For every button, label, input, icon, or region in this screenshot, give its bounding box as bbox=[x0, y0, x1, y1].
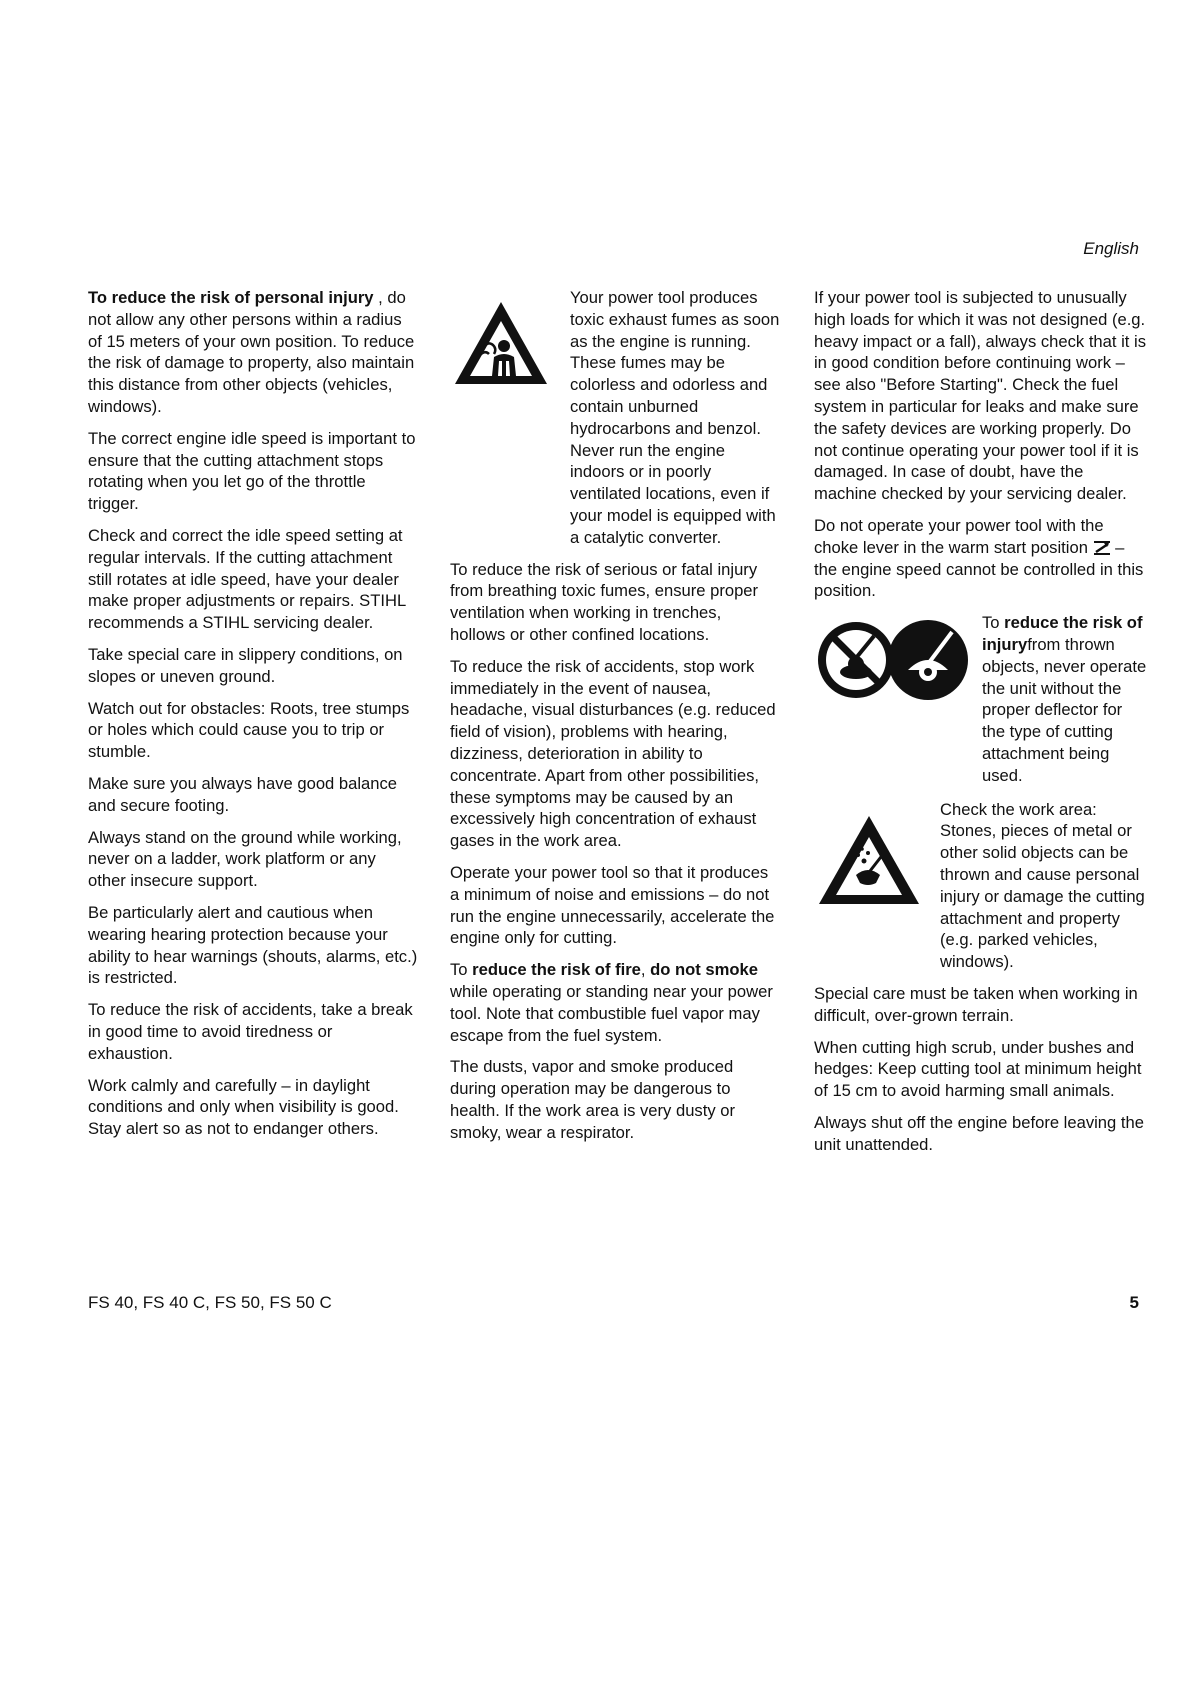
language-label: English bbox=[1083, 239, 1139, 258]
column-left bbox=[88, 287, 418, 1150]
paragraph-break: To reduce the risk of accidents, take a break in good time to avoid tiredness or exhaustion. bbox=[88, 1000, 413, 1063]
column-middle bbox=[450, 287, 780, 1153]
page-number: 5 bbox=[1129, 1293, 1139, 1312]
thrown-objects-warning-icon bbox=[816, 813, 922, 907]
toxic-fumes-warning-icon bbox=[452, 299, 550, 387]
paragraph-terrain: Special care must be taken when working in difficult, over-grown terrain. bbox=[814, 983, 1138, 1025]
paragraph-shut-off: Always shut off the engine before leaving the unit unattended. bbox=[814, 1112, 1144, 1154]
paragraph-high-loads: If your power tool is subjected to unusually high loads for which it was not designed (e.g. heavy impact or a fall), always check that it is in good condition before continuing work – see also "Before Starting". Check the fuel system in particular for leaks and make sure the safety devices are working properly. Do not continue operating your power tool if it is damaged. In case of doubt, have the machine checked by your servicing dealer. bbox=[814, 288, 1147, 504]
paragraph-symptoms: To reduce the risk of accidents, stop work immediately in the event of nausea, headache, visual disturbances (e.g. reduced field of vision), problems with hearing, dizziness, deterioration in ability to concentrate. Apart from other possibilities, these symptoms may be caused by an excessively high concentration of exhaust gases in the work area. bbox=[450, 656, 776, 851]
deflector-warning-block bbox=[814, 612, 1149, 786]
paragraph-stand-ground: Always stand on the ground while working, never on a ladder, work platform or any other insecure support. bbox=[88, 827, 402, 891]
paragraph-high-scrub: When cutting high scrub, under bushes and hedges: Keep cutting tool at minimum height of 15 cm to avoid harming small animals. bbox=[814, 1037, 1142, 1101]
paragraph-noise: Operate your power tool so that it produces a minimum of noise and emissions – do not run the engine unnecessarily, accelerate the engine only for cutting. bbox=[450, 862, 775, 948]
paragraph-personal-injury: To reduce the risk of personal injury , do not allow any other persons within a radius of 15 meters of your own position. To reduce the risk of damage to property, also maintain this distance from other objects (vehicles, windows). bbox=[88, 288, 415, 416]
paragraph-balance: Make sure you always have good balance and secure footing. bbox=[88, 773, 398, 815]
paragraph-ventilation: To reduce the risk of serious or fatal injury from breathing toxic fumes, ensure proper ventilation when working in trenches, hollows or other confined locations. bbox=[450, 559, 759, 644]
model-list: FS 40, FS 40 C, FS 50, FS 50 C bbox=[88, 1293, 332, 1312]
fumes-warning-block bbox=[450, 287, 780, 549]
no-deflector-prohibition-icon bbox=[814, 614, 974, 706]
deflector-text: To reduce the risk of injuryfrom thrown objects, never operate the unit without the proper deflector for the type of cutting attachment being used. bbox=[982, 613, 1147, 785]
paragraph-idle-check: Check and correct the idle speed setting at regular intervals. If the cutting attachment still rotates at idle speed, have your dealer make proper adjustments or repairs. STIHL recommends a STIHL servicing dealer. bbox=[88, 525, 406, 633]
work-area-text: Check the work area: Stones, pieces of metal or other solid objects can be thrown and cause personal injury or damage the cutting attachment and property (e.g. parked vehicles, windows). bbox=[940, 799, 1145, 972]
choke-warm-start-symbol-icon bbox=[1093, 540, 1111, 556]
paragraph-dust: The dusts, vapor and smoke produced during operation may be dangerous to health. If the work area is very dusty or smoky, wear a respirator. bbox=[450, 1057, 735, 1142]
paragraph-choke: Do not operate your power tool with the choke lever in the warm start position – the engine speed cannot be controlled in this position. bbox=[814, 515, 1144, 601]
fumes-text: Your power tool produces toxic exhaust fumes as soon as the engine is running. These fumes may be colorless and odorless and contain unburned hydrocarbons and benzol. Never run the engine indoors or in poorly ventilated locations, even if your model is equipped with a catalytic converter. bbox=[570, 288, 780, 547]
paragraph-obstacles: Watch out for obstacles: Roots, tree stumps or holes which could cause you to trip or stumble. bbox=[88, 698, 410, 762]
page-footer bbox=[88, 1293, 1139, 1315]
paragraph-slippery: Take special care in slippery conditions, on slopes or uneven ground. bbox=[88, 644, 403, 686]
column-right bbox=[814, 287, 1149, 1165]
paragraph-idle-speed: The correct engine idle speed is important to ensure that the cutting attachment stops rotating when you let go of the throttle trigger. bbox=[88, 428, 416, 514]
thrown-objects-warning-block bbox=[814, 799, 1149, 973]
paragraph-hearing: Be particularly alert and cautious when wearing hearing protection because your ability to hear warnings (shouts, alarms, etc.) is restricted. bbox=[88, 902, 418, 988]
paragraph-fire: To reduce the risk of fire, do not smoke while operating or standing near your power tool. Note that combustible fuel vapor may escape from the fuel system. bbox=[450, 960, 773, 1045]
paragraph-work-calmly: Work calmly and carefully – in daylight conditions and only when visibility is good. Stay alert so as not to endanger others. bbox=[88, 1075, 399, 1139]
